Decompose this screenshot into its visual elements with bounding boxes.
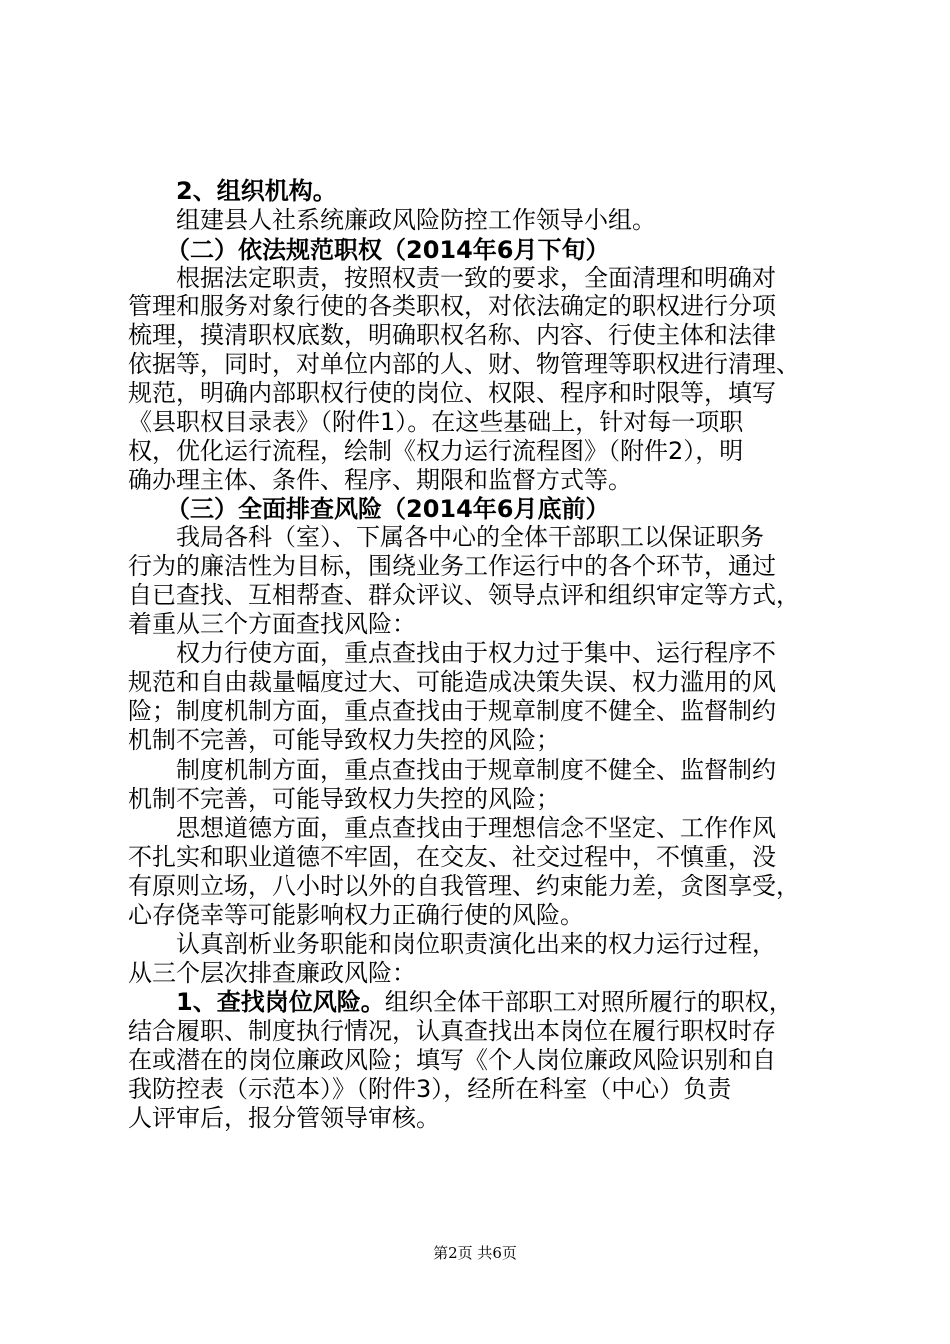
paragraph-line: 自已查找、互相帮查、群众评议、领导点评和组织审定等方式， (128, 581, 800, 609)
paragraph-line: 管理和服务对象行使的各类职权，对依法确定的职权进行分项 (128, 292, 776, 320)
section-heading: （三）全面排查风险（2014年6月底前） (166, 495, 610, 523)
paragraph-line: 人评审后，报分管领导审核。 (128, 1104, 440, 1132)
paragraph-line: 规范和自由裁量幅度过大、可能造成决策失误、权力滥用的风 (128, 668, 776, 696)
paragraph-line: 心存侥幸等可能影响权力正确行使的风险。 (128, 901, 584, 929)
paragraph-line: 认真剖析业务职能和岗位职责演化出来的权力运行过程， (176, 930, 776, 958)
paragraph-line: 制度机制方面，重点查找由于规章制度不健全、监督制约 (176, 756, 776, 784)
paragraph-line: 梳理，摸清职权底数，明确职权名称、内容、行使主体和法律 (128, 321, 776, 349)
paragraph-line: 组建县人社系统廉政风险防控工作领导小组。 (176, 206, 656, 234)
paragraph-line: 规范，明确内部职权行使的岗位、权限、程序和时限等，填写 (128, 379, 776, 407)
risk-heading: 1、查找岗位风险。 (176, 988, 385, 1016)
paragraph-line: 险；制度机制方面，重点查找由于规章制度不健全、监督制约 (128, 697, 776, 725)
paragraph-line: 根据法定职责，按照权责一致的要求，全面清理和明确对 (176, 264, 776, 292)
paragraph-line: 机制不完善，可能导致权力失控的风险； (128, 785, 560, 813)
paragraph-line: 《县职权目录表》（附件1）。在这些基础上，针对每一项职 (128, 408, 744, 436)
paragraph-line: 依据等，同时，对单位内部的人、财、物管理等职权进行清理、 (128, 350, 800, 378)
risk-paragraph-first-line (176, 987, 793, 1017)
paragraph-line: 从三个层次排查廉政风险： (128, 959, 416, 987)
paragraph-line: 我防控表（示范本）》（附件3），经所在科室（中心）负责 (128, 1075, 732, 1103)
paragraph-line: 确办理主体、条件、程序、期限和监督方式等。 (128, 466, 632, 494)
paragraph-line: 机制不完善，可能导致权力失控的风险； (128, 726, 560, 754)
paragraph-line: 在或潜在的岗位廉政风险；填写《个人岗位廉政风险识别和自 (128, 1046, 776, 1074)
paragraph-line: 行为的廉洁性为目标，围绕业务工作运行中的各个环节，通过 (128, 552, 776, 580)
paragraph-line: 不扎实和职业道德不牢固，在交友、社交过程中，不慎重，没 (128, 843, 776, 871)
paragraph-line: 结合履职、制度执行情况，认真查找出本岗位在履行职权时存 (128, 1017, 776, 1045)
paragraph-line: 权力行使方面，重点查找由于权力过于集中、运行程序不 (176, 639, 776, 667)
paragraph-line: 我局各科（室）、下属各中心的全体干部职工以保证职务 (176, 523, 764, 551)
section-heading: （二）依法规范职权（2014年6月下旬） (166, 236, 610, 264)
paragraph-line: 思想道德方面，重点查找由于理想信念不坚定、工作作风 (176, 814, 776, 842)
section-heading: 2、组织机构。 (176, 177, 337, 205)
page-number-footer: 第2页 共6页 (433, 1244, 517, 1262)
paragraph-line: 着重从三个方面查找风险： (128, 610, 416, 638)
paragraph-line: 有原则立场，八小时以外的自我管理、约束能力差，贪图享受， (128, 872, 800, 900)
paragraph-text: 组织全体干部职工对照所履行的职权， (384, 988, 793, 1016)
paragraph-line: 权，优化运行流程，绘制《权力运行流程图》（附件2），明 (128, 437, 744, 465)
